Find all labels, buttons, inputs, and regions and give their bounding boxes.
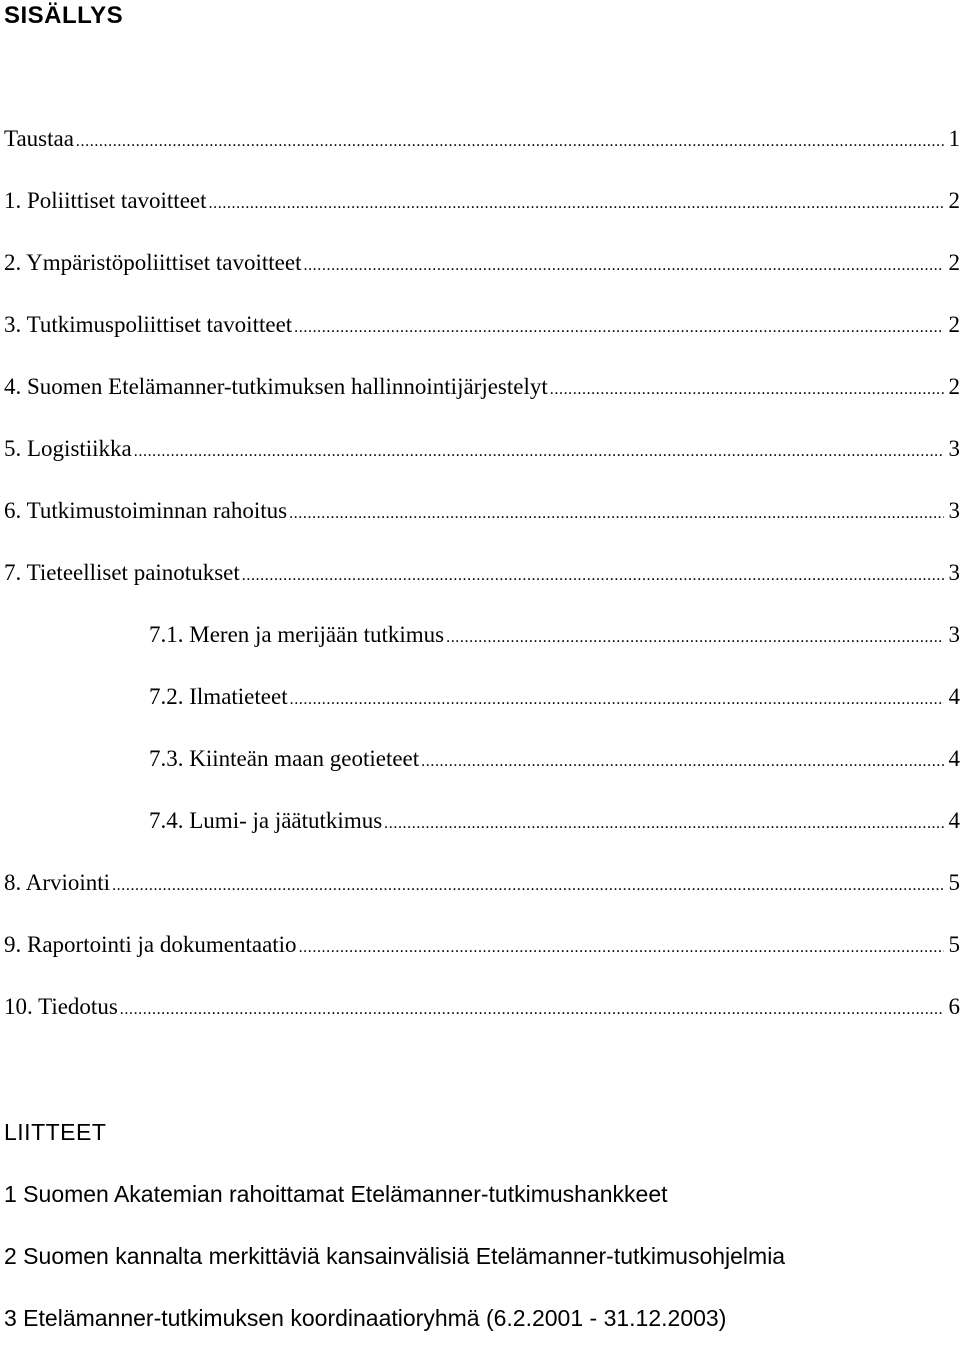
toc-row: [4, 866, 960, 903]
toc-row: [4, 122, 960, 159]
toc-dot-leader: [242, 559, 944, 593]
toc-entry-label: 9. Raportointi ja dokumentaatio: [4, 932, 297, 957]
page-title: SISÄLLYS: [4, 2, 124, 29]
toc-entry: [4, 184, 960, 246]
toc-entry-page: 5: [948, 932, 960, 957]
toc-entry: [4, 804, 960, 866]
appendix-title: LIITTEET: [4, 1119, 107, 1145]
toc-row: [149, 680, 960, 717]
toc-entry-page: 3: [948, 622, 960, 647]
toc-entry: [4, 494, 960, 556]
toc-entry: [4, 556, 960, 618]
toc-dot-leader: [289, 497, 944, 531]
toc-dot-leader: [446, 621, 944, 655]
toc-dot-leader: [290, 683, 944, 717]
toc-row: [4, 432, 960, 469]
toc-entry-page: 4: [948, 746, 960, 771]
toc-entry-page: 4: [948, 684, 960, 709]
toc-entry-label: 7.1. Meren ja merijään tutkimus: [149, 622, 445, 647]
toc-entry: [4, 308, 960, 370]
toc-row: [4, 184, 960, 221]
toc-entry-label: 1. Poliittiset tavoitteet: [4, 188, 207, 213]
toc-entry-page: 2: [948, 250, 960, 275]
toc-dot-leader: [384, 807, 944, 841]
toc-dot-leader: [294, 311, 944, 345]
table-of-contents: [4, 122, 960, 1052]
toc-entry-label: 3. Tutkimuspoliittiset tavoitteet: [4, 312, 293, 337]
toc-entry: [4, 990, 960, 1052]
toc-row: [4, 928, 960, 965]
toc-dot-leader: [120, 993, 944, 1027]
toc-dot-leader: [303, 249, 944, 283]
toc-row: [4, 246, 960, 283]
toc-dot-leader: [421, 745, 944, 779]
toc-entry-label: 7.4. Lumi- ja jäätutkimus: [149, 808, 383, 833]
toc-entry-label: 7.3. Kiinteän maan geotieteet: [149, 746, 420, 771]
toc-entry-label: Taustaa: [4, 126, 74, 151]
toc-row: [4, 370, 960, 407]
toc-entry-page: 3: [948, 436, 960, 461]
toc-entry: [4, 680, 960, 742]
toc-entry-label: 7.2. Ilmatieteet: [149, 684, 288, 709]
toc-entry-page: 3: [948, 560, 960, 585]
toc-entry: [4, 866, 960, 928]
toc-row: [149, 618, 960, 655]
toc-entry: [4, 370, 960, 432]
toc-entry-page: 5: [948, 870, 960, 895]
toc-entry-page: 1: [948, 126, 960, 151]
toc-entry-label: 10. Tiedotus: [4, 994, 118, 1019]
toc-dot-leader: [550, 373, 944, 407]
toc-entry: [4, 122, 960, 184]
toc-entry: [4, 246, 960, 308]
toc-entry-page: 4: [948, 808, 960, 833]
toc-entry-label: 4. Suomen Etelämanner-tutkimuksen hallinnointijärjestelyt: [4, 374, 548, 399]
toc-row: [4, 308, 960, 345]
appendix-item-2: 2 Suomen kannalta merkittäviä kansainvälisiä Etelämanner-tutkimusohjelmia: [4, 1243, 786, 1269]
toc-entry-label: 2. Ympäristöpoliittiset tavoitteet: [4, 250, 302, 275]
appendix-list: [4, 1177, 954, 1363]
toc-dot-leader: [209, 187, 944, 221]
toc-dot-leader: [76, 125, 944, 159]
toc-entry-page: 3: [948, 498, 960, 523]
toc-entry-page: 2: [948, 188, 960, 213]
toc-entry: [4, 618, 960, 680]
toc-entry-label: 6. Tutkimustoiminnan rahoitus: [4, 498, 288, 523]
toc-row: [4, 990, 960, 1027]
toc-entry-label: 7. Tieteelliset painotukset: [4, 560, 240, 585]
toc-dot-leader: [112, 869, 944, 903]
toc-entry: [4, 928, 960, 990]
toc-row: [4, 556, 960, 593]
toc-row: [149, 804, 960, 841]
toc-entry: [4, 432, 960, 494]
appendix-item-1: 1 Suomen Akatemian rahoittamat Etelämanner-tutkimushankkeet: [4, 1181, 668, 1207]
toc-entry-page: 6: [948, 994, 960, 1019]
toc-row: [4, 494, 960, 531]
toc-entry-page: 2: [948, 374, 960, 399]
appendix-item-3: 3 Etelämanner-tutkimuksen koordinaatioryhmä (6.2.2001 - 31.12.2003): [4, 1305, 727, 1331]
toc-entry-page: 2: [948, 312, 960, 337]
toc-entry: [4, 742, 960, 804]
toc-row: [149, 742, 960, 779]
toc-entry-label: 8. Arviointi: [4, 870, 111, 895]
toc-dot-leader: [134, 435, 944, 469]
toc-entry-label: 5. Logistiikka: [4, 436, 132, 461]
toc-dot-leader: [299, 931, 944, 965]
